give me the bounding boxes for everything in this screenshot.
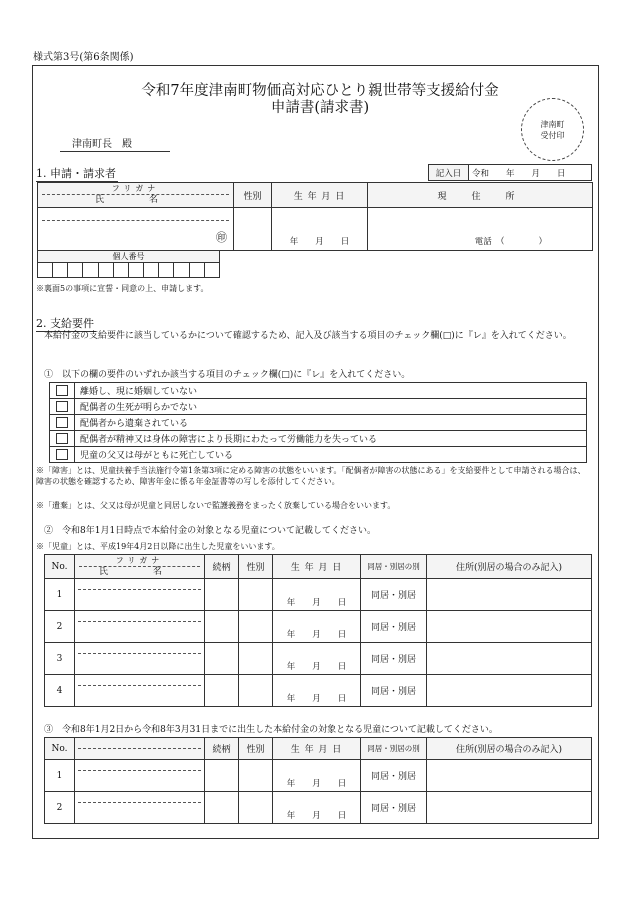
cohabit-field[interactable]: 同居・別居 <box>361 643 427 675</box>
address-field[interactable] <box>427 579 592 611</box>
row-number: 2 <box>45 611 75 643</box>
col-birth: 生 年 月 日 <box>273 555 361 579</box>
address-field[interactable] <box>427 760 592 792</box>
address-field[interactable] <box>427 792 592 824</box>
personal-number-digit[interactable] <box>159 263 174 278</box>
oath-note: ※裏面5の事項に宣誓・同意の上、申請します。 <box>36 284 209 293</box>
relation-field[interactable] <box>205 579 239 611</box>
table-row <box>45 675 592 707</box>
form-title <box>120 83 520 117</box>
row-number: 2 <box>45 792 75 824</box>
col-relation: 続柄 <box>205 555 239 579</box>
child-name-field[interactable] <box>75 579 205 611</box>
row-number: 4 <box>45 675 75 707</box>
row-number: 1 <box>45 760 75 792</box>
cohabit-field[interactable]: 同居・別居 <box>361 760 427 792</box>
checklist-checkbox-cell[interactable] <box>50 399 75 415</box>
child-name-field[interactable] <box>75 792 205 824</box>
table-row <box>45 643 592 675</box>
furigana-label: フリガナ <box>42 184 229 195</box>
reception-stamp-area <box>521 98 584 161</box>
question3: ③ 令和8年1月2日から令和8年3月31日までに出生した本給付金の対象となる児童について記載してください。 <box>44 725 498 735</box>
checklist-item: 配偶者の生死が明らかでない <box>75 399 587 415</box>
col-gender: 性別 <box>239 738 273 760</box>
checkbox[interactable] <box>56 449 68 460</box>
birth-field[interactable]: 年 月 日 <box>273 792 361 824</box>
checkbox[interactable] <box>56 417 68 428</box>
cohabit-field[interactable]: 同居・別居 <box>361 611 427 643</box>
name-field[interactable] <box>38 208 234 251</box>
personal-number-digit[interactable] <box>144 263 159 278</box>
col-name <box>75 738 205 760</box>
birth-header: 生 年 月 日 <box>272 183 368 208</box>
personal-number-digit[interactable] <box>83 263 98 278</box>
table-row <box>45 579 592 611</box>
personal-number-digit[interactable] <box>113 263 128 278</box>
checkbox[interactable] <box>56 433 68 444</box>
stamp-line1: 津南町 <box>540 119 565 129</box>
personal-number-digit[interactable] <box>128 263 143 278</box>
cohabit-field[interactable]: 同居・別居 <box>361 579 427 611</box>
checklist-checkbox-cell[interactable] <box>50 447 75 463</box>
section2-intro: 本給付金の支給要件に該当しているかについて確認するため、記入及び該当する項目のチェック欄(□)に『レ』を入れてください。 <box>44 331 572 341</box>
personal-number-digit[interactable] <box>68 263 83 278</box>
question2: ② 令和8年1月1日時点で本給付金の対象となる児童について記載してください。 <box>44 526 377 536</box>
relation-field[interactable] <box>205 760 239 792</box>
col-address: 住所(別居の場合のみ記入) <box>427 738 592 760</box>
personal-number-digit[interactable] <box>204 263 219 278</box>
gender-field[interactable] <box>239 611 273 643</box>
cohabit-field[interactable]: 同居・別居 <box>361 792 427 824</box>
phone-label: 電話 （ ） <box>474 237 547 247</box>
abandonment-note: ※「遺棄」とは、父又は母が児童と同居しないで監護義務をまったく放棄している場合をいいます。 <box>36 501 396 510</box>
address-header: 現 住 所 <box>368 183 593 208</box>
personal-number-digit[interactable] <box>189 263 204 278</box>
personal-number-digit[interactable] <box>38 263 53 278</box>
child-name-field[interactable] <box>75 611 205 643</box>
section2-heading: 2. 支給要件 <box>36 317 94 330</box>
form-number: 様式第3号(第6条関係) <box>33 52 134 63</box>
personal-number-table <box>37 250 220 278</box>
row-number: 1 <box>45 579 75 611</box>
birth-field[interactable]: 年 月 日 <box>273 579 361 611</box>
cohabit-field[interactable]: 同居・別居 <box>361 675 427 707</box>
personal-number-digit[interactable] <box>174 263 189 278</box>
children-table-q3 <box>44 737 592 824</box>
furigana-divider <box>42 220 229 221</box>
col-cohabit: 同居・別居の別 <box>361 738 427 760</box>
row-number: 3 <box>45 643 75 675</box>
gender-field[interactable] <box>239 643 273 675</box>
gender-field[interactable] <box>239 792 273 824</box>
table-row <box>45 792 592 824</box>
col-relation: 続柄 <box>205 738 239 760</box>
birth-field[interactable]: 年 月 日 <box>273 611 361 643</box>
personal-number-digit[interactable] <box>53 263 68 278</box>
title-line2: 申請書(請求書) <box>270 100 370 116</box>
birth-field[interactable]: 年 月 日 <box>273 760 361 792</box>
table-row <box>45 760 592 792</box>
gender-field[interactable] <box>239 675 273 707</box>
child-name-field[interactable] <box>75 643 205 675</box>
address-field[interactable] <box>368 208 593 251</box>
entry-date-table <box>428 164 592 181</box>
col-no: No. <box>45 555 75 579</box>
gender-field[interactable] <box>239 760 273 792</box>
checklist-item: 児童の父又は母がともに死亡している <box>75 447 587 463</box>
personal-number-label: 個人番号 <box>38 251 220 263</box>
birth-field[interactable]: 年 月 日 <box>272 208 368 251</box>
disability-note: ※「障害」とは、児童扶養手当法施行令第1条第3項に定める障害の状態をいいます。「配偶者が障害の状態にある」を支給要件として申請される場合は、障害の状態を確認するため、障害年金に係る年金証書等の写しを添付してください。 <box>36 466 586 486</box>
checkbox[interactable] <box>56 401 68 412</box>
child-name-field[interactable] <box>75 675 205 707</box>
checklist-item: 離婚し、現に婚姻していない <box>75 383 587 399</box>
relation-field[interactable] <box>205 792 239 824</box>
relation-field[interactable] <box>205 675 239 707</box>
checklist-checkbox-cell[interactable] <box>50 415 75 431</box>
col-name: フリガナ 氏 名 <box>75 555 205 579</box>
question1: ① 以下の欄の要件のいずれか該当する項目のチェック欄(□)に『レ』を入れてください。 <box>44 370 411 380</box>
gender-field[interactable] <box>234 208 272 251</box>
stamp-line2: 受付印 <box>540 130 565 140</box>
child-definition-note: ※「児童」とは、平成19年4月2日以降に出生した児童をいいます。 <box>36 542 280 551</box>
checklist-checkbox-cell[interactable] <box>50 431 75 447</box>
col-no: No. <box>45 738 75 760</box>
checklist-checkbox-cell[interactable] <box>50 383 75 399</box>
checklist-item: 配偶者が精神又は身体の障害により長期にわたって労働能力を失っている <box>75 431 587 447</box>
children-table-q2 <box>44 554 592 707</box>
applicant-table <box>37 182 593 251</box>
birth-field[interactable]: 年 月 日 <box>273 643 361 675</box>
personal-number-digit[interactable] <box>98 263 113 278</box>
section1-heading: 1. 申請・請求者 <box>36 167 116 180</box>
checkbox[interactable] <box>56 385 68 396</box>
name-label: 氏 名 <box>94 195 176 205</box>
table-row <box>45 611 592 643</box>
gender-header: 性別 <box>234 183 272 208</box>
address-field[interactable] <box>427 643 592 675</box>
title-line1: 令和7年度津南町物価高対応ひとり親世帯等支援給付金 <box>141 83 499 99</box>
requirement-checklist <box>49 382 587 463</box>
child-name-field[interactable] <box>75 760 205 792</box>
col-birth: 生 年 月 日 <box>273 738 361 760</box>
col-address: 住所(別居の場合のみ記入) <box>427 555 592 579</box>
address-field[interactable] <box>427 611 592 643</box>
birth-field[interactable]: 年 月 日 <box>273 675 361 707</box>
checklist-item: 配偶者から遺棄されている <box>75 415 587 431</box>
seal-mark: ㊞ <box>216 231 227 244</box>
gender-field[interactable] <box>239 579 273 611</box>
address-field[interactable] <box>427 675 592 707</box>
entry-date-label: 記入日 <box>429 165 469 181</box>
relation-field[interactable] <box>205 643 239 675</box>
name-header <box>38 183 234 208</box>
col-gender: 性別 <box>239 555 273 579</box>
addressee: 津南町長 殿 <box>60 135 170 152</box>
col-cohabit: 同居・別居の別 <box>361 555 427 579</box>
entry-date-field[interactable]: 令和 年 月 日 <box>469 165 592 181</box>
relation-field[interactable] <box>205 611 239 643</box>
